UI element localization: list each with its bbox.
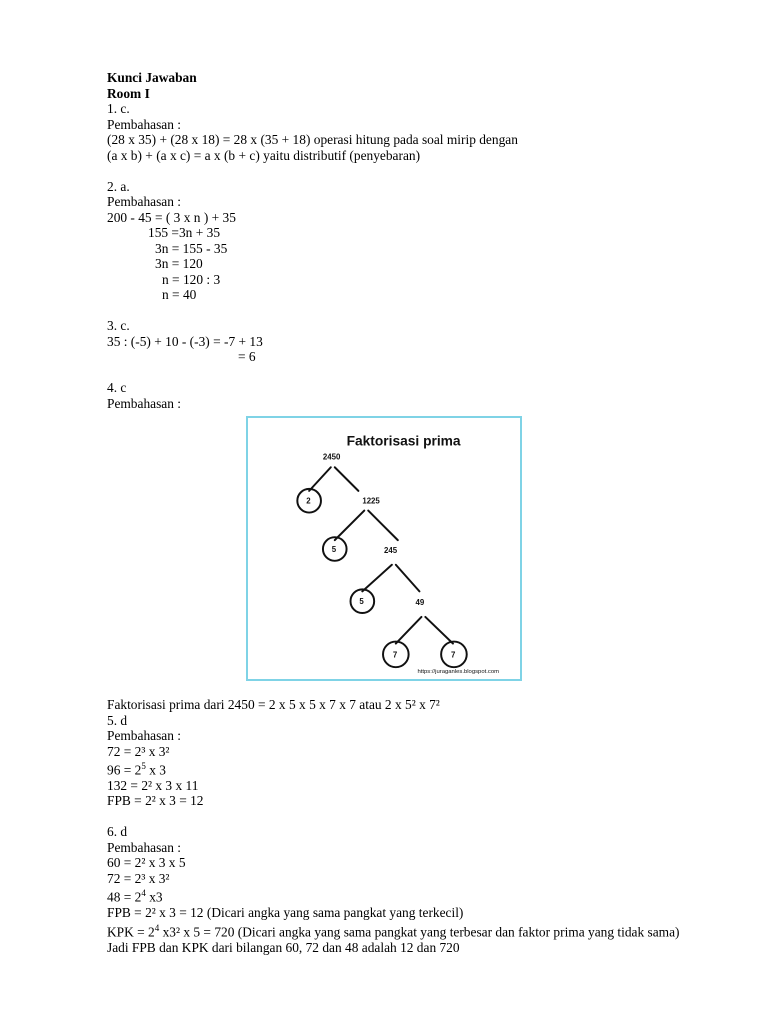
room-heading: Room I <box>107 85 150 101</box>
q5-label: 5. d <box>107 712 128 728</box>
source-url: https://juraganles.blogspot.com <box>417 669 500 676</box>
q4-pembahasan: Pembahasan : <box>107 395 182 411</box>
document-body <box>107 70 707 411</box>
document-body-continued <box>107 697 707 955</box>
figure-title: Faktorisasi prima <box>346 433 461 449</box>
prime-factor-tree-figure <box>246 416 522 681</box>
q3-line1: 35 : (-5) + 10 - (-3) = -7 + 13 <box>107 333 263 349</box>
q4-label: 4. c <box>107 380 127 395</box>
q2-step: 155 =3n + 35 <box>148 225 221 240</box>
q5-line: 132 = 2² x 3 x 11 <box>107 777 199 793</box>
q5-line: FPB = 2² x 3 = 12 <box>107 793 204 809</box>
q3-line2: = 6 <box>238 349 256 364</box>
q1-label: 1. c. <box>107 101 130 116</box>
q2-step: 200 - 45 = ( 3 x n ) + 35 <box>107 209 236 225</box>
node-5: 5 <box>331 544 337 554</box>
q5-line: $96 = 2^5$ x 3 <box>107 761 166 778</box>
q6-label: 6. d <box>107 824 128 840</box>
node-49: 49 <box>415 598 425 608</box>
q1-pembahasan: Pembahasan : <box>107 116 182 132</box>
q6-line: KPK = $2^4$ x3² x 5 = 720 (Dicari angka yang sama pangkat yang terbesar dan faktor prima yang tidak sama) <box>107 922 680 940</box>
q2-step: n = 40 <box>162 287 197 302</box>
q2-pembahasan: Pembahasan : <box>107 194 182 209</box>
q2-label: 2. a. <box>107 178 130 194</box>
q6-line: 60 = 2² x 3 x 5 <box>107 855 186 871</box>
q2-step: n = 120 : 3 <box>162 271 221 287</box>
factor-tree-diagram <box>248 418 520 679</box>
node-5: 5 <box>359 597 364 607</box>
doc-title: Kunci Jawaban <box>107 70 197 85</box>
q4-result: Faktorisasi prima dari 2450 = 2 x 5 x 5 x 7 x 7 atau 2 x 5² x 7² <box>107 697 440 712</box>
node-1225: 1225 <box>362 496 380 506</box>
q1-line1: (28 x 35) + (28 x 18) = 28 x (35 + 18) operasi hitung pada soal mirip dengan <box>107 132 518 147</box>
q1-line2: (a x b) + (a x c) = a x (b + c) yaitu distributif (penyebaran) <box>107 147 421 163</box>
q2-step: 3n = 155 - 35 <box>155 240 228 256</box>
q6-pembahasan: Pembahasan : <box>107 839 182 855</box>
node-7: 7 <box>450 650 456 660</box>
q5-pembahasan: Pembahasan : <box>107 728 182 743</box>
q6-line: 72 = 2³ x 3² <box>107 870 170 886</box>
node-2450: 2450 <box>322 452 341 462</box>
node-2: 2 <box>306 496 311 506</box>
node-7: 7 <box>392 650 398 660</box>
q3-label: 3. c. <box>107 318 130 333</box>
q6-conclusion: Jadi FPB dan KPK dari bilangan 60, 72 dan 48 adalah 12 dan 720 <box>107 939 460 955</box>
node-245: 245 <box>384 545 398 555</box>
q2-step: 3n = 120 <box>155 256 203 271</box>
q5-line: 72 = 2³ x 3² <box>107 743 170 759</box>
q6-line: $48 = 2^4$ x3 <box>107 888 163 905</box>
q6-line: FPB = 2² x 3 = 12 (Dicari angka yang sama pangkat yang terkecil) <box>107 905 464 921</box>
